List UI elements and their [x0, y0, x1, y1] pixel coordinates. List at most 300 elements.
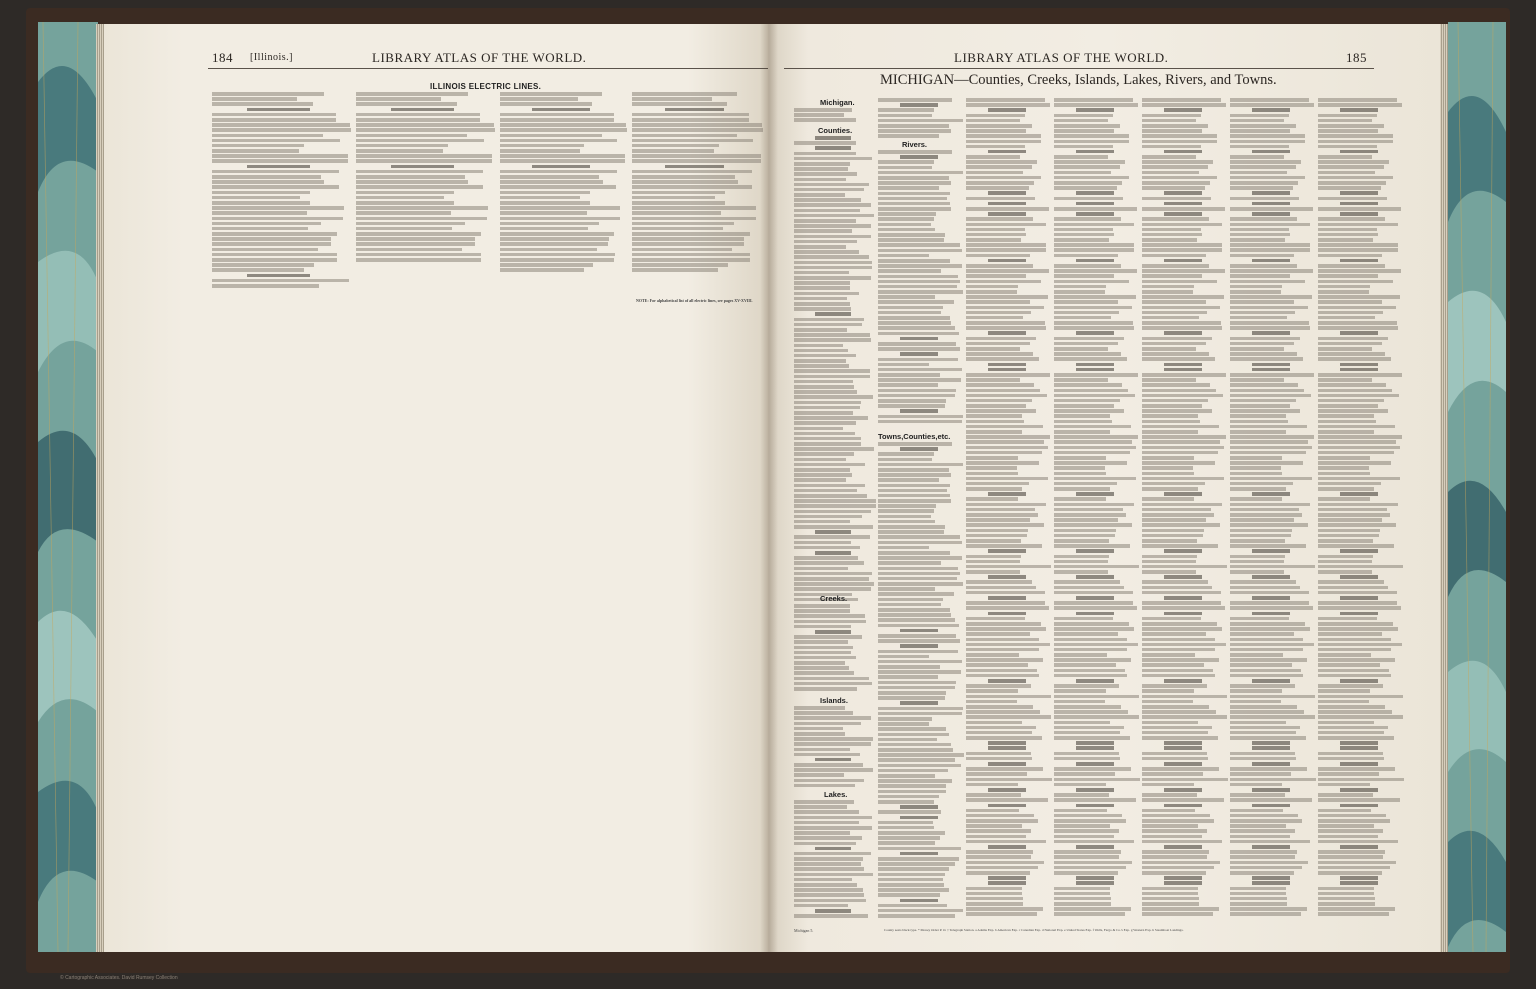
text-line: [1054, 513, 1126, 517]
text-line: [1318, 378, 1372, 382]
text-line: [878, 800, 934, 804]
text-line: [878, 847, 961, 851]
text-line: [794, 172, 857, 176]
text-line: [1164, 331, 1203, 335]
text-line: [1142, 638, 1215, 642]
text-line: [1340, 612, 1379, 616]
text-line: [966, 560, 1020, 564]
text-line: [966, 223, 1046, 227]
text-line: [1230, 373, 1314, 377]
text-line: [966, 663, 1028, 667]
text-line: [900, 701, 939, 705]
text-line: [1318, 290, 1369, 294]
text-line: [1252, 845, 1291, 849]
text-line: [1230, 591, 1309, 595]
text-line: [794, 888, 863, 892]
text-line: [1252, 788, 1291, 792]
text-line: [1230, 648, 1303, 652]
text-line: [1142, 124, 1208, 128]
text-line: [815, 847, 852, 851]
text-line: [1230, 466, 1281, 470]
text-line: [794, 816, 872, 820]
text-line: [356, 139, 484, 143]
text-line: [632, 92, 737, 96]
text-line: [878, 124, 949, 128]
text-line: [794, 768, 873, 772]
text-line: [900, 447, 939, 451]
text-line: [966, 414, 1022, 418]
text-line: [212, 123, 350, 127]
text-line: [1318, 451, 1394, 455]
text-line: [356, 248, 462, 252]
text-line: [1054, 389, 1128, 393]
text-line: [1318, 710, 1392, 714]
text-line: [1230, 472, 1282, 476]
text-line: [966, 907, 1043, 911]
text-line: [356, 232, 481, 236]
text-line: [794, 473, 852, 477]
text-line: [1318, 446, 1400, 450]
text-line: [247, 274, 310, 278]
text-line: [1076, 492, 1115, 496]
text-line: [988, 596, 1027, 600]
text-line: [1142, 601, 1221, 605]
text-line: [966, 420, 1024, 424]
text-line: [988, 363, 1027, 367]
text-line: [1142, 809, 1195, 813]
text-line: [1054, 544, 1130, 548]
text-line: [1142, 446, 1224, 450]
text-line: [966, 715, 1051, 719]
text-line: [1142, 394, 1223, 398]
text-line: [1054, 814, 1122, 818]
text-line: [966, 887, 1022, 891]
text-line: [878, 561, 941, 565]
text-line: [1142, 523, 1220, 527]
text-line: [632, 154, 761, 158]
text-line: [1318, 638, 1391, 642]
text-line: [1230, 160, 1301, 164]
text-line: [878, 311, 941, 315]
text-line: [1230, 892, 1286, 896]
text-line: [1230, 907, 1307, 911]
text-line: [1164, 741, 1203, 745]
text-line: [500, 237, 609, 241]
text-line: [794, 489, 857, 493]
text-line: [391, 108, 454, 112]
text-line: [212, 175, 321, 179]
text-line: [988, 202, 1027, 206]
text-line: [966, 513, 1038, 517]
text-line: [1230, 560, 1284, 564]
text-line: [1054, 124, 1120, 128]
text-line: [1318, 414, 1374, 418]
text-line: [988, 741, 1027, 745]
text-line: [1318, 461, 1391, 465]
text-line: [878, 686, 955, 690]
text-line: [794, 732, 845, 736]
text-line: [966, 752, 1031, 756]
text-line: [966, 124, 1032, 128]
text-line: [212, 284, 319, 288]
text-line: [1230, 274, 1290, 278]
text-line: [815, 530, 852, 534]
text-line: [1164, 363, 1203, 367]
text-line: [212, 118, 336, 122]
text-line: [1142, 752, 1207, 756]
text-line: [794, 510, 871, 514]
text-line: [878, 171, 963, 175]
text-line: [794, 867, 864, 871]
text-line: [1142, 529, 1204, 533]
text-line: [1230, 897, 1287, 901]
text-line: [1142, 477, 1224, 481]
text-line: [966, 570, 1020, 574]
text-line: [878, 186, 939, 190]
text-line: [1054, 425, 1131, 429]
right-running-head: LIBRARY ATLAS OF THE WORLD.: [954, 50, 1169, 65]
text-line: [988, 331, 1027, 335]
heading-counties: Counties.: [818, 126, 853, 135]
text-line: [900, 816, 939, 820]
text-line: [1318, 508, 1387, 512]
text-line: [1054, 197, 1123, 201]
text-line: [1054, 223, 1134, 227]
text-line: [1142, 912, 1213, 916]
text-line: [1076, 679, 1115, 683]
text-line: [794, 468, 850, 472]
text-line: [1054, 643, 1138, 647]
text-line: [1164, 259, 1203, 263]
text-line: [794, 821, 859, 825]
text-line: [878, 160, 934, 164]
text-line: [1054, 165, 1120, 169]
text-line: [1054, 430, 1110, 434]
text-line: [794, 520, 850, 524]
text-line: [1054, 472, 1106, 476]
text-line: [878, 914, 955, 918]
text-line: [1142, 295, 1224, 299]
text-line: [1318, 134, 1393, 138]
text-line: [988, 492, 1027, 496]
text-line: [1054, 248, 1134, 252]
text-line: [794, 587, 871, 591]
text-line: [1230, 285, 1282, 289]
text-line: [966, 658, 1043, 662]
text-line: [1142, 606, 1225, 610]
text-line: [1054, 155, 1108, 159]
text-line: [966, 861, 1044, 865]
text-line: [1054, 274, 1114, 278]
heading-lakes: Lakes.: [824, 790, 848, 799]
text-line: [1076, 746, 1115, 750]
text-line: [1054, 217, 1121, 221]
text-line: [794, 297, 847, 301]
text-line: [966, 793, 1021, 797]
text-line: [1252, 191, 1291, 195]
text-line: [1054, 337, 1124, 341]
text-line: [632, 128, 763, 132]
text-line: [794, 883, 857, 887]
text-line: [794, 183, 869, 187]
text-line: [212, 97, 297, 101]
text-line: [1230, 674, 1303, 678]
text-line: [212, 102, 313, 106]
heading-towns: Towns,Counties,etc.: [878, 432, 951, 441]
text-line: [966, 342, 1030, 346]
text-line: [632, 201, 725, 205]
text-line: [1230, 321, 1309, 325]
text-line: [794, 118, 856, 122]
text-line: [966, 700, 1017, 704]
text-line: [1340, 259, 1379, 263]
text-line: [794, 432, 855, 436]
text-line: [794, 484, 865, 488]
text-line: [1054, 394, 1135, 398]
text-line: [815, 136, 852, 140]
text-line: [794, 338, 871, 342]
text-line: [500, 227, 588, 231]
text-line: [1230, 420, 1288, 424]
text-line: [500, 149, 580, 153]
text-line: [966, 456, 1018, 460]
text-line: [1318, 383, 1386, 387]
text-line: [1252, 741, 1291, 745]
text-line: [1054, 503, 1134, 507]
text-line: [966, 586, 1036, 590]
text-line: [212, 154, 348, 158]
text-line: [966, 409, 1036, 413]
text-line: [878, 98, 952, 102]
text-line: [878, 738, 937, 742]
text-line: [878, 207, 951, 211]
text-line: [878, 587, 935, 591]
text-line: [900, 155, 939, 159]
right-page-legend: County seats black type. * Money Order P. O. † Telegraph Station. a Adams Exp. b American Exp. c Canadian Exp. d National Exp. e United States Exp. f Wells, Fargo & Co.'s Exp. g Western Exp. h Steamboat Landings.: [884, 928, 1184, 932]
text-line: [878, 347, 960, 351]
text-line: [1230, 440, 1308, 444]
text-line: [988, 746, 1027, 750]
text-line: [632, 258, 750, 262]
text-line: [878, 342, 956, 346]
text-line: [966, 487, 1022, 491]
text-line: [1142, 461, 1215, 465]
text-line: [878, 810, 941, 814]
text-line: [794, 266, 872, 270]
text-line: [532, 108, 590, 112]
text-line: [1142, 648, 1215, 652]
text-line: [878, 504, 936, 508]
text-line: [988, 762, 1027, 766]
text-line: [212, 149, 299, 153]
text-line: [500, 263, 593, 267]
text-line: [212, 206, 344, 210]
text-line: [1054, 321, 1133, 325]
text-line: [632, 180, 738, 184]
text-line: [212, 144, 304, 148]
text-line: [1142, 513, 1214, 517]
heading-creeks: Creeks.: [820, 594, 848, 603]
text-line: [1142, 508, 1211, 512]
text-line: [1142, 819, 1214, 823]
text-line: [1142, 617, 1201, 621]
text-line: [632, 217, 756, 221]
text-line: [794, 878, 852, 882]
text-line: [794, 178, 846, 182]
text-line: [815, 630, 852, 634]
text-line: [1230, 456, 1282, 460]
text-line: [794, 198, 861, 202]
text-line: [1142, 721, 1198, 725]
text-line: [1318, 217, 1385, 221]
text-line: [1054, 715, 1139, 719]
text-line: [1142, 337, 1212, 341]
text-line: [878, 650, 958, 654]
text-line: [356, 128, 495, 132]
text-line: [1142, 98, 1221, 102]
text-line: [1230, 306, 1308, 310]
text-line: [1318, 300, 1382, 304]
text-line: [988, 549, 1027, 553]
text-line: [212, 185, 339, 189]
text-line: [1164, 575, 1203, 579]
text-line: [1054, 560, 1108, 564]
text-line: [1142, 440, 1220, 444]
text-line: [212, 253, 337, 257]
text-line: [794, 219, 856, 223]
text-line: [632, 222, 734, 226]
text-line: [878, 181, 951, 185]
text-line: [1230, 140, 1305, 144]
text-line: [1054, 757, 1120, 761]
electric-lines-column-3: [500, 92, 628, 274]
text-line: [878, 556, 962, 560]
text-line: [1054, 456, 1106, 460]
text-line: [1230, 383, 1298, 387]
text-line: [1230, 435, 1314, 439]
text-line: [878, 541, 962, 545]
text-line: [1340, 804, 1379, 808]
text-line: [966, 461, 1039, 465]
text-line: [1054, 565, 1139, 569]
text-line: [1142, 897, 1199, 901]
text-line: [1142, 482, 1205, 486]
text-line: [1318, 586, 1388, 590]
text-line: [900, 852, 939, 856]
text-line: [500, 170, 617, 174]
text-line: [1230, 264, 1297, 268]
text-line: [815, 146, 852, 150]
text-line: [1164, 492, 1203, 496]
text-line: [1142, 736, 1218, 740]
text-line: [632, 253, 750, 257]
text-line: [966, 669, 1037, 673]
text-line: [1142, 186, 1205, 190]
text-line: [1230, 606, 1313, 610]
text-line: [1340, 202, 1379, 206]
text-line: [878, 326, 955, 330]
text-line: [878, 254, 929, 258]
text-line: [1318, 145, 1377, 149]
text-line: [1142, 700, 1193, 704]
text-line: [500, 154, 625, 158]
text-line: [1318, 171, 1375, 175]
text-line: [815, 312, 852, 316]
text-line: [500, 185, 616, 189]
text-line: [1340, 575, 1379, 579]
right-page-number: 185: [1346, 50, 1367, 65]
text-line: [1318, 389, 1392, 393]
text-line: [966, 632, 1030, 636]
text-line: [632, 175, 735, 179]
text-line: [1142, 591, 1221, 595]
text-line: [632, 123, 762, 127]
text-line: [1054, 617, 1113, 621]
text-line: [500, 248, 597, 252]
text-line: [1142, 555, 1197, 559]
text-line: [1230, 539, 1285, 543]
text-line: [1076, 741, 1115, 745]
text-line: [966, 238, 1021, 242]
text-line: [878, 192, 950, 196]
text-line: [1318, 373, 1402, 377]
text-line: [1054, 752, 1119, 756]
text-line: [1318, 352, 1385, 356]
text-line: [878, 748, 953, 752]
text-line: [794, 722, 861, 726]
text-line: [966, 399, 1032, 403]
text-line: [1142, 726, 1212, 730]
text-line: [500, 123, 626, 127]
text-line: [878, 259, 950, 263]
text-line: [878, 243, 960, 247]
text-line: [1054, 326, 1134, 330]
text-line: [1054, 316, 1111, 320]
text-line: [794, 716, 871, 720]
text-line: [1054, 912, 1125, 916]
text-line: [794, 620, 866, 624]
text-line: [878, 784, 946, 788]
text-line: [1142, 902, 1199, 906]
text-line: [212, 201, 310, 205]
text-line: [1340, 881, 1379, 885]
text-line: [1318, 772, 1379, 776]
text-line: [1230, 254, 1294, 258]
text-line: [1252, 881, 1291, 885]
text-line: [1340, 596, 1379, 600]
text-line: [212, 191, 310, 195]
text-line: [632, 268, 718, 272]
text-line: [1230, 389, 1304, 393]
text-line: [1230, 171, 1287, 175]
text-line: [1142, 907, 1219, 911]
text-line: [1230, 248, 1310, 252]
text-line: [1054, 710, 1128, 714]
text-line: [1142, 103, 1226, 107]
text-line: [878, 202, 950, 206]
text-line: [1318, 591, 1397, 595]
text-line: [1318, 555, 1373, 559]
text-line: [1054, 290, 1105, 294]
text-line: [632, 242, 744, 246]
text-line: [1252, 108, 1291, 112]
text-line: [966, 778, 1052, 782]
text-line: [1054, 497, 1106, 501]
text-line: [1318, 228, 1377, 232]
text-line: [1340, 741, 1379, 745]
text-line: [356, 258, 481, 262]
text-line: [1230, 840, 1310, 844]
